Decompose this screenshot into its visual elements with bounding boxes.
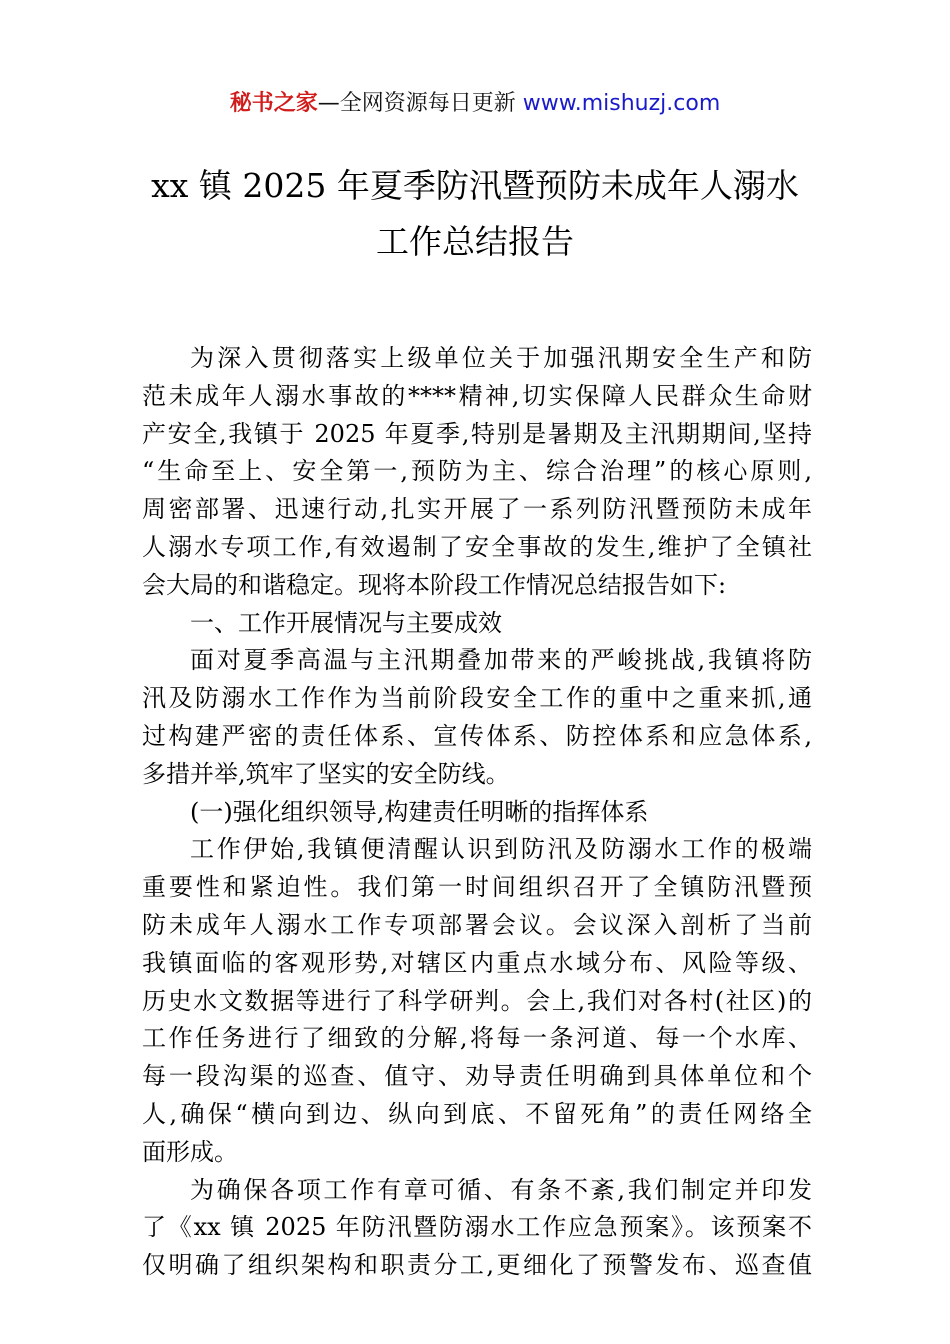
body-line: 工作任务进行了细致的分解,将每一条河道、每一个水库、 (142, 1024, 812, 1053)
body-line: 工作伊始,我镇便清醒认识到防汛及防溺水工作的极端 (190, 835, 812, 864)
body-line: 为深入贯彻落实上级单位关于加强汛期安全生产和防 (190, 344, 812, 372)
body-line: 汛及防溺水工作作为当前阶段安全工作的重中之重来抓,通 (142, 684, 812, 713)
body-line: 我镇面临的客观形势,对辖区内重点水域分布、风险等级、 (142, 948, 812, 977)
site-slogan: —全网资源每日更新 (317, 91, 516, 116)
body-line: 面对夏季高温与主汛期叠加带来的严峻挑战,我镇将防 (190, 646, 812, 675)
site-name: 秘书之家 (229, 91, 318, 116)
body-line: 人溺水专项工作,有效遏制了安全事故的发生,维护了全镇社 (142, 532, 812, 561)
body-line: (一)强化组织领导,构建责任明晰的指挥体系 (190, 797, 649, 826)
body-line: 仅明确了组织架构和职责分工,更细化了预警发布、巡查值 (142, 1251, 812, 1280)
body-line: 一、工作开展情况与主要成效 (190, 608, 502, 637)
document-title (60, 158, 890, 270)
title-line-1: xx 镇 2025 年夏季防汛暨预防未成年人溺水 (151, 166, 799, 205)
body-line: 多措并举,筑牢了坚实的安全防线。 (142, 759, 510, 788)
document-body (142, 340, 812, 1285)
body-line: 每一段沟渠的巡查、值守、劝导责任明确到具体单位和个 (142, 1062, 812, 1091)
body-line: 会大局的和谐稳定。现将本阶段工作情况总结报告如下: (142, 570, 727, 599)
body-line: 重要性和紧迫性。我们第一时间组织召开了全镇防汛暨预 (142, 873, 812, 902)
body-line: 周密部署、迅速行动,扎实开展了一系列防汛暨预防未成年 (142, 495, 812, 524)
body-line: 历史水文数据等进行了科学研判。会上,我们对各村(社区)的 (142, 986, 812, 1015)
site-url-link[interactable]: www.mishuzj.com (522, 91, 721, 116)
body-line: 范未成年人溺水事故的****精神,切实保障人民群众生命财 (142, 381, 812, 410)
body-line: 过构建严密的责任体系、宣传体系、防控体系和应急体系, (142, 721, 812, 750)
body-line: 人,确保“横向到边、纵向到底、不留死角”的责任网络全 (142, 1099, 812, 1128)
body-line: 面形成。 (142, 1137, 238, 1166)
body-line: 产安全,我镇于 2025 年夏季,特别是暑期及主汛期期间,坚持 (142, 419, 812, 448)
body-line: “生命至上、安全第一,预防为主、综合治理”的核心原则, (142, 457, 812, 486)
body-line: 为确保各项工作有章可循、有条不紊,我们制定并印发 (190, 1175, 812, 1204)
body-line: 防未成年人溺水工作专项部署会议。会议深入剖析了当前 (142, 910, 812, 939)
body-line: 了《xx 镇 2025 年防汛暨防溺水工作应急预案》。该预案不 (142, 1213, 812, 1242)
title-line-2: 工作总结报告 (376, 222, 574, 261)
site-header (0, 86, 950, 122)
